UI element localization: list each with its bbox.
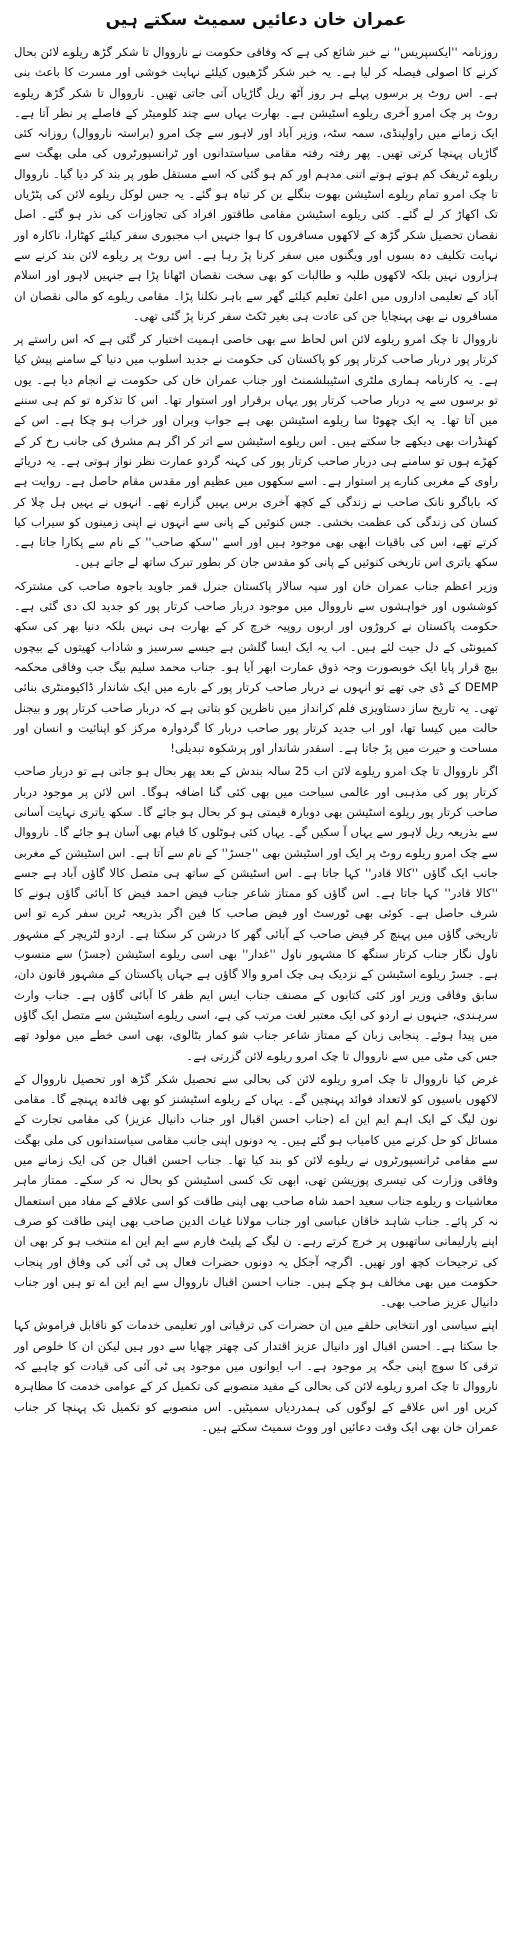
paragraph-2: نارووال تا چک امرو ریلوے لائن اس لحاظ سے بھی خاصی اہمیت اختیار کر گئی ہے کہ اس راستے پر کرتار پور دربار صاحب کرتار پور کو پاکستان کی حکومت نے جدید اسلوب میں دنیا کے سامنے پیش کیا ہے۔ یہ کارنامہ ہماری ملٹری اسٹیبلشمنٹ اور جناب عمران خان کی حکومت نے انجام دیا ہے۔ یوں تو برسوں سے یہ دربار صاحب کرتار پور یہاں برقرار اور استوار تھا۔ اس کا تذکرہ تو کم ہی سننے میں آتا تھا۔ یہ ایک چھوٹا سا ریلوے اسٹیشن بھی ہے جواب ویران اور خراب ہو چکا ہے۔ اس کے کھنڈرات بھی دیکھے جا سکتے ہیں۔ اس ریلوے اسٹیشن سے اتر کر اگر ہم مشرق کی جانب رخ کر کے کھڑے ہوں تو سامنے ہی دربار صاحب کرتار پور کی کہنہ گردو عمارت نظر نواز ہوتی ہے۔ یہ دریائے راوی کے مغربی کنارے پر استوار ہے۔ اسے سکھوں میں عظیم اور مقدس مقام حاصل ہے۔ روایت ہے کہ باباگرو نانک صاحب نے زندگی کے کچھ آخری برس یہیں گزارے تھے۔ انہوں نے یہیں ہل چلا کر کسان کی زندگی کی عظمت بخشی۔ جس کنوئیں کے پانی سے انہوں نے اپنی زمینوں کو سیراب کیا کرتے تھے، اس کی باقیات ابھی بھی موجود ہیں اور اسے ''سکھ صاحب'' کے نام سے پکارا جاتا ہے۔ سکھ یاتری اس تاریخی کنوئیں کے پانی کو مقدس جان کر بطور تبرک ساتھ لے جاتے ہیں۔: [14, 332, 498, 570]
paragraph-6: اپنے سیاسی اور انتخابی حلقے میں ان حضرات کی ترقیاتی اور تعلیمی خدمات کو ناقابل فراموش کہا جا سکتا ہے۔ احسن اقبال اور دانیال عزیز اقتدار کی چھتر چھایا سے دور ہیں لیکن ان کا خلوص اور ترقی کا سوچ اپنی جگہ پر موجود ہے۔ اب ایوانوں میں موجود پی ٹی آئی کی قیادت کو چاہیے کہ نارووال تا چک امرو ریلوے لائن کی بحالی کے مفید منصوبے کی تکمیل کر کے عوامی خدمت کا مظاہرہ کریں اور اس علاقے کے لوگوں کی ہمدردیاں سمیٹیں۔ اس منصوبے کو تکمیل تک پہنچا کر جناب عمران خان بھی ایک وقت دعائیں اور ووٹ سمیٹ سکتے ہیں۔: [14, 1318, 498, 1434]
paragraph-4: اگر نارووال تا چک امرو ریلوے لائن اب 25 سالہ بندش کے بعد پھر بحال ہو جاتی ہے تو دربار صاحب کرتار پور کی مذہبی اور عالمی سیاحت میں بھی کئی گنا اضافہ ہوگا۔ اس لائن پر موجود دربار صاحب کرتار پور ریلوے اسٹیشن بھی دوبارہ قیمتی ہو کر بحال ہو جائے گا۔ سکھ یاتری نہایت آسانی سے بذریعہ ریل لاہور سے یہاں آ سکیں گے۔ یہاں کئی ہوٹلوں کا قیام بھی آسان ہو جائے گا۔ نارووال سے چک امرو ریلوے روٹ پر ایک اور اسٹیشن بھی ''جسڑ'' کے نام سے آتا ہے۔ اس اسٹیشن کے مغربی جانب ایک گاؤں ''کالا قادر'' کہا جاتا ہے۔ اس اسٹیشن کے ساتھ ہی متصل کالا گاؤں آباد ہے جسے ''کالا قادر'' کہا جاتا ہے۔ اس گاؤں کو ممتاز شاعر جناب فیض احمد فیض کا آبائی گاؤں ہونے کا شرف حاصل ہے۔ کوئی بھی ٹورسٹ اور فیض صاحب کا فین اگر بذریعہ ٹرین سفر کرے تو اس تاریخی گاؤں میں پہنچ کر فیض صاحب کے آبائی گھر کا درشن کر سکتا ہے۔ اردو لٹریچر کے مشہور ناول نگار جناب کرتار سنگھ کا مشہور ناول ''غدار'' بھی اسی ریلوے اسٹیشن (جسڑ) سے منسوب ہے۔ جسڑ ریلوے اسٹیشن کے نزدیک ہی چک امرو والا گاؤں ہے جہاں پاکستان کے مشہور قانون دان، سابق وفاقی وزیر اور کئی کتابوں کے مصنف جناب ایس ایم ظفر کا آبائی گاؤں ہے۔ جناب وارث سرہندی، جنہوں نے اردو کی ایک معتبر لغت مرتب کی ہے، اسی ریلوے اسٹیشن سے متصل ایک گاؤں میں پیدا ہوئے۔ پنجابی زبان کے ممتاز شاعر جناب شو کمار بٹالوی، بھی اسی خطے میں مولود تھے جس کی مٹی میں سے نارووال تا چک امرو ریلوے لائن گزرتی ہے۔: [14, 764, 498, 1063]
paragraph-5: غرض کیا نارووال تا چک امرو ریلوے لائن کی بحالی سے تحصیل شکر گڑھ اور تحصیل نارووال کے لاکھوں باسیوں کو لاتعداد فوائد پہنچیں گے۔ یہاں کے ریلوے اسٹیشنز کو بھی فائدہ پہنچے گا۔ مقامی نون لیگ کے ایک اہم ایم این اے (جناب احسن اقبال اور جناب دانیال عزیز) کی مقامی تجارت کے مسائل کو حل کرنے میں کامیاب ہو گئے ہیں۔ یہ دونوں اپنی جانب مقامی سیاستدانوں کی ملی بھگت سے مقامی ٹرانسپورٹروں نے ریلوے لائن کو بند کیا تھا۔ جناب احسن اقبال جن کی ایک زمانے میں وفاقی وزارت کی تیسری پوزیشن تھی، ابھی تک کسی اسٹیشن کو بحال نہ کر سکے۔ ممتاز ماہر معاشیات و ریلوے جناب سعید احمد شاہ صاحب بھی اپنی طاقت کو اسی علاقے کے مفاد میں استعمال نہ کر پائے۔ جناب شاہد خاقان عباسی اور جناب مولانا غیاث الدین صاحب بھی اپنی طاقت کو صرف اپنے پارلیمانی ساتھیوں پر خرچ کرتے رہے۔ ن لیگ کے پلیٹ فارم سے ایم این اے منتخب ہو کر بھی ان کی ترجیحات کچھ اور تھیں۔ اگرچہ آجکل یہ دونوں حضرات فعال پی ٹی آئی کی وفاق اور پنجاب حکومت میں بھی مخالف ہو چکے ہیں۔ جناب احسن اقبال نارووال سے ایم این اے تو ہیں اور جناب دانیال عزیز صاحب بھی۔: [14, 1071, 498, 1310]
paragraph-3: وزیر اعظم جناب عمران خان اور سپہ سالار پاکستان جنرل قمر جاوید باجوہ صاحب کی مشترکہ کوششوں اور خواہشوں سے نارووال میں موجود دربار صاحب کرتار پور کو جدید لک دی گئی ہے۔ حکومت پاکستان نے کروڑوں اور اربوں روپیہ خرچ کر کے بھارت ہی نہیں بلکہ دنیا بھر کی سکھ کمیونٹی کے دل جیت لئے ہیں۔ اب یہ ایک ایسا گلشن ہے جیسے سرسبز و شاداب کھیتوں کے بیچوں بیچ قرار پایا ایک خوبصورت وجہ ذوق عمارت ابھر آیا ہو۔ جناب محمد سلیم بیگ جب وفاقی محکمہ DEMP کے ڈی جی تھے تو انہوں نے دربار صاحب کرتار پور کے بارے میں ایک شاندار ڈاکیومنٹری بنائی تھی۔ یہ تاریخ ساز دستاویزی فلم کرانداز میں ناظرین کو بتاتی ہے کہ دربار صاحب کرتار پور و بیجنل حالت میں کیسا تھا، اور اب جدید کرتار پور صاحب دربار کا گردوارہ مرکز کو اپنائیت و انسان اور مساحت و حیرت میں پڑ جاتا ہے۔ اسقدر شاندار اور پرشکوہ تبدیلی!: [14, 578, 498, 756]
article-body: [14, 42, 498, 1437]
headline: عمران خان دعائیں سمیٹ سکتے ہیں: [105, 10, 407, 30]
paragraph-1: روزنامہ ''ایکسپریس'' نے خبر شائع کی ہے کہ وفاقی حکومت نے نارووال تا شکر گڑھ ریلوے لائن بحال کرنے کا اصولی فیصلہ کر لیا ہے۔ یہ خبر شکر گڑھیوں کیلئے نہایت خوشی اور مسرت کا باعث بنی ہے۔ اس روٹ پر برسوں پہلے ہر روز آٹھ ریل گاڑیاں آتی جاتی تھیں۔ نارووال تا شکر گڑھ ریلوے روٹ پر چک امرو آخری ریلوے اسٹیشن ہے۔ بھارت یہاں سے چند کلومیٹر کے فاصلے پر نظر آتا ہے۔ ایک زمانے میں راولپنڈی، سمہ سٹہ، وزیر آباد اور لاہور سے چک امرو (براستہ نارووال) روزانہ کئی گاڑیاں پہنچا کرتی تھیں۔ پھر رفتہ رفتہ مقامی سیاستدانوں اور ٹرانسپورٹروں کی ملی بھگت سے ریلوے ٹریفک کم ہوتے ہوتے اتنی مدہم اور کم ہو گئی کہ اسے مستقل طور پر بند کر دیا گیا۔ نارووال تا چک امرو تمام ریلوے اسٹیشن بھوت بنگلے بن کر تباہ ہو گئے۔ یہ جس لوکل ریلوے لائن کی پٹڑیاں تک اکھاڑ کر لے گئے۔ کئی ریلوے اسٹیشن مقامی طاقتور افراد کی تجاوزات کی نذر ہو گئے۔ اصل نقصان تحصیل شکر گڑھ کے لاکھوں مسافروں کا ہوا جنہیں اب مجبوری سفر کیلئے کھٹارا، ناکارہ اور نہایت تکلیف دہ بسوں اور ویگنوں میں سفر کرنا پڑ رہا ہے۔ اس روٹ پر ریلوے لائن بند کرنے سے ہزاروں نہیں بلکہ لاکھوں طلبہ و طالبات کو بھی سخت نقصان اٹھانا پڑا ہے جنہیں لاہور اور اسلام آباد کے تعلیمی اداروں میں اعلیٰ تعلیم کیلئے گھر سے باہر نکلنا پڑا۔ مقامی ریلوے کو مالی نقصان ان مسافروں نے بھی پہنچایا جن کی عادت ہی بغیر ٹکٹ سفر کرنا پڑ گئی تھی۔: [14, 45, 498, 323]
